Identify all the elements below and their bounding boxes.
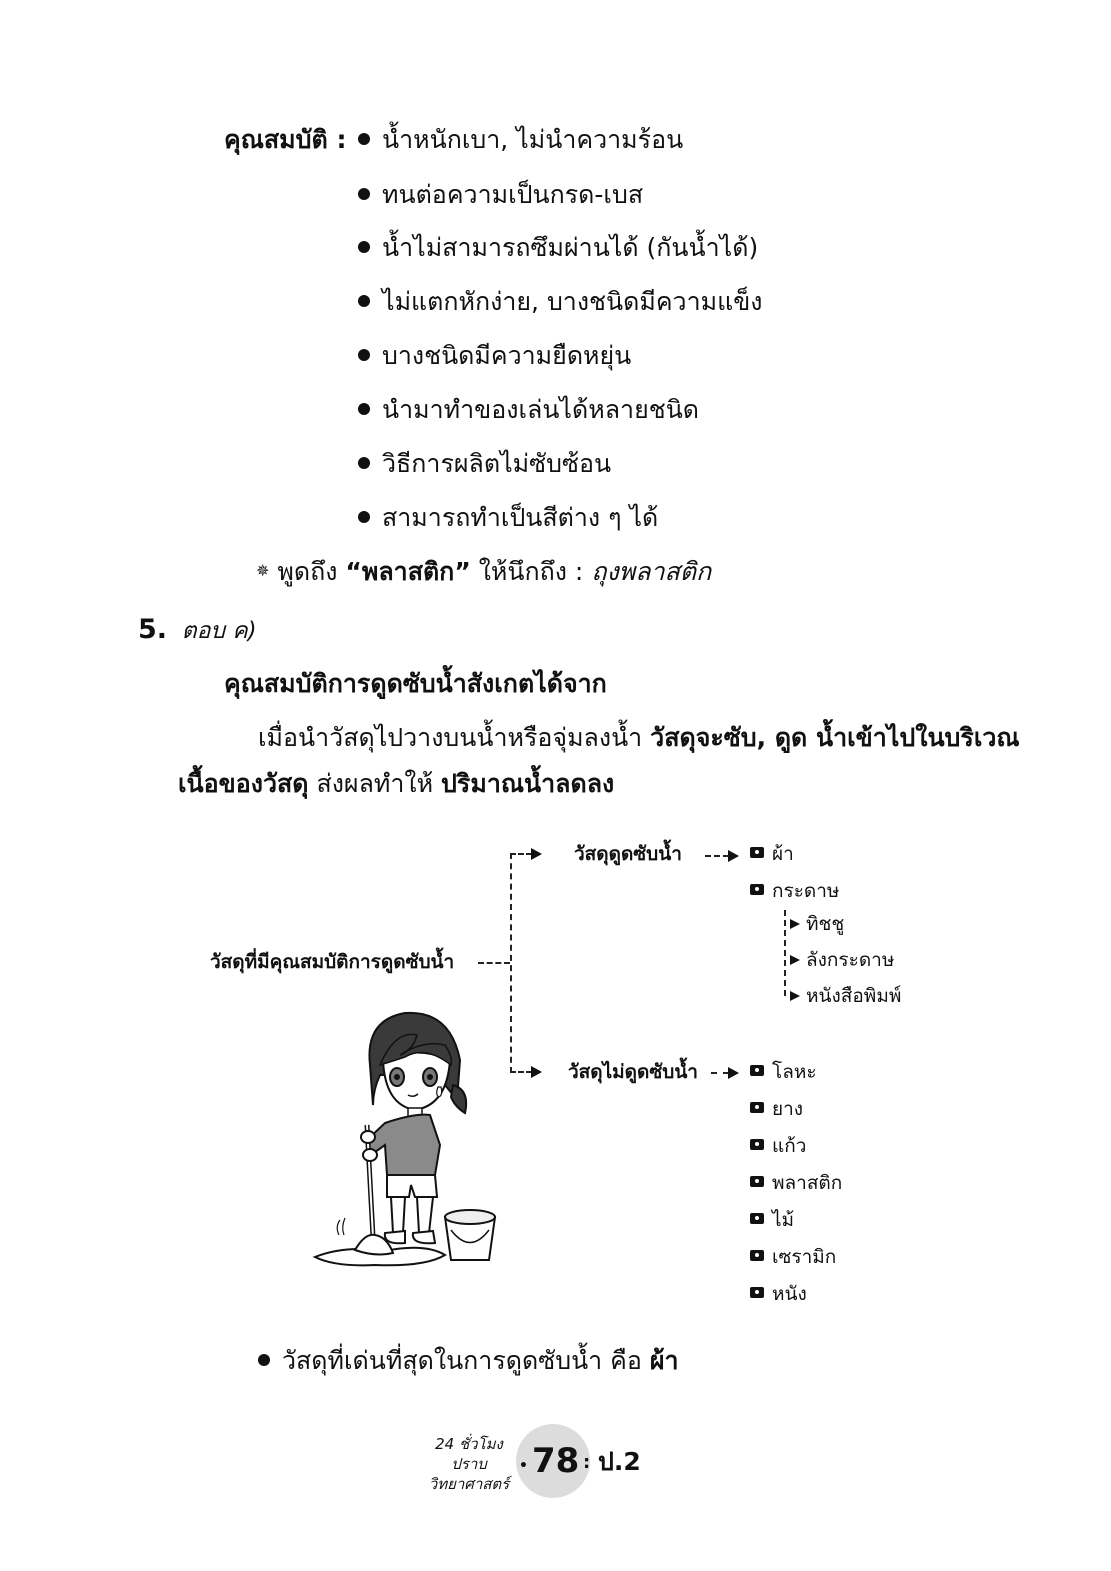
property-item: ไม่แตกหักง่าย, บางชนิดมีความแข็ง — [358, 287, 763, 317]
arrow-icon — [531, 848, 542, 860]
arrow-icon — [790, 955, 800, 965]
camera-bullet-icon — [750, 1250, 764, 1261]
arrow-icon — [531, 1066, 542, 1078]
bullet-icon — [358, 349, 370, 361]
bullet-icon — [358, 133, 370, 145]
connector-line — [705, 855, 729, 857]
non-absorbent-item: เซรามิก — [750, 1245, 836, 1269]
non-absorbent-item: หนัง — [750, 1282, 807, 1306]
properties-label: คุณสมบัติ : — [224, 125, 347, 154]
camera-bullet-icon — [750, 1287, 764, 1298]
absorbent-label: วัสดุดูดซับน้ำ — [574, 843, 682, 865]
non-absorbent-item: พลาสติก — [750, 1171, 842, 1195]
arrow-icon — [728, 1067, 739, 1079]
connector-line — [510, 1071, 532, 1073]
bullet-icon — [358, 295, 370, 307]
explanation-line-2: เนื้อของวัสดุ ส่งผลทำให้ ปริมาณน้ำลดลง — [178, 769, 615, 798]
camera-bullet-icon — [750, 884, 764, 895]
page-number: 78 — [532, 1441, 580, 1481]
non-absorbent-item: โลหะ — [750, 1060, 817, 1084]
book-title: 24 ชั่วโมง ปราบ วิทยาศาสตร์ — [428, 1435, 510, 1493]
separator-dot: • — [519, 1458, 528, 1474]
arrow-icon — [790, 991, 800, 1001]
absorbent-item: กระดาษ — [750, 879, 839, 903]
connector-line — [510, 853, 512, 1073]
non-absorbent-item: ไม้ — [750, 1208, 794, 1232]
paper-subitem: ลังกระดาษ — [806, 949, 895, 971]
bullet-icon — [358, 457, 370, 469]
mnemonic-line: ✵ พูดถึง “พลาสติก” ให้นึกถึง : ถุงพลาสติก — [256, 557, 712, 586]
property-item: วิธีการผลิตไม่ซับซ้อน — [358, 449, 611, 479]
bullet-icon — [358, 511, 370, 523]
camera-bullet-icon — [750, 1102, 764, 1113]
arrow-icon — [728, 850, 739, 862]
property-item: สามารถทำเป็นสีต่าง ๆ ได้ — [358, 503, 658, 533]
girl-mopping-illustration — [305, 1005, 505, 1270]
bullet-icon — [358, 241, 370, 253]
grade-label: ป.2 — [598, 1447, 641, 1476]
section-heading: คุณสมบัติการดูดซับน้ำสังเกตได้จาก — [224, 669, 607, 698]
connector-line — [478, 962, 510, 964]
non-absorbent-item: แก้ว — [750, 1134, 806, 1158]
property-item: ทนต่อความเป็นกรด-เบส — [358, 180, 643, 210]
separator-colon: : — [583, 1452, 591, 1473]
camera-bullet-icon — [750, 1176, 764, 1187]
connector-line — [711, 1072, 729, 1074]
property-item: น้ำหนักเบา, ไม่นำความร้อน — [358, 125, 683, 155]
camera-bullet-icon — [750, 1139, 764, 1150]
camera-bullet-icon — [750, 847, 764, 858]
explanation-line-1: เมื่อนำวัสดุไปวางบนน้ำหรือจุ่มลงน้ำ วัสดุจะซับ, ดูด น้ำเข้าไปในบริเวณ — [258, 723, 1020, 752]
answer-choice: ตอบ ค) — [181, 618, 257, 644]
absorbent-item: ผ้า — [750, 842, 794, 866]
question-number: 5. — [138, 614, 168, 645]
star-icon: ✵ — [256, 561, 270, 580]
bullet-icon — [358, 403, 370, 415]
diagram-root: วัสดุที่มีคุณสมบัติการดูดซับน้ำ — [210, 951, 455, 973]
property-item: นำมาทำของเล่นได้หลายชนิด — [358, 395, 699, 425]
property-item: บางชนิดมีความยืดหยุ่น — [358, 341, 631, 371]
bullet-icon — [358, 188, 370, 200]
question-5 — [138, 614, 257, 647]
connector-line — [510, 853, 532, 855]
conclusion-line: วัสดุที่เด่นที่สุดในการดูดซับน้ำ คือ ผ้า — [258, 1346, 679, 1376]
non-absorbent-label: วัสดุไม่ดูดซับน้ำ — [568, 1061, 698, 1083]
paper-subitem: หนังสือพิมพ์ — [806, 985, 902, 1007]
paper-subitem: ทิชชู — [806, 913, 845, 935]
camera-bullet-icon — [750, 1065, 764, 1076]
camera-bullet-icon — [750, 1213, 764, 1224]
property-item: น้ำไม่สามารถซึมผ่านได้ (กันน้ำได้) — [358, 233, 758, 263]
arrow-icon — [790, 919, 800, 929]
non-absorbent-item: ยาง — [750, 1097, 803, 1121]
connector-line — [784, 910, 786, 996]
bullet-icon — [258, 1354, 270, 1366]
